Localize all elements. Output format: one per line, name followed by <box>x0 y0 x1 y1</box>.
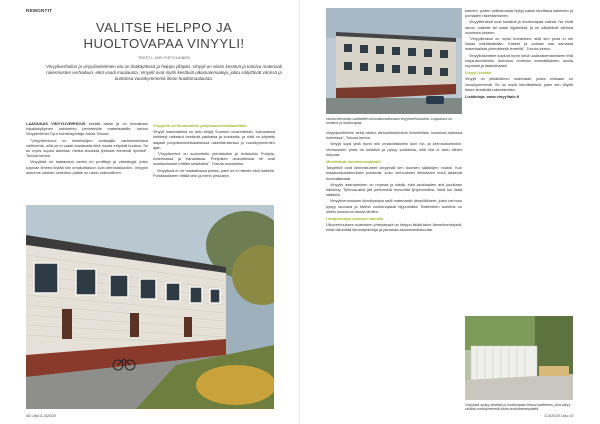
byline: TEKSTI: JARI PIETOLAINEN <box>138 56 190 60</box>
column-c-paragraph: vinyyliprofiileihin sekä niiden värivaihtoehtoihin kiinnitetään huomiota kaikissa kohteissa", Toivola kertoo. <box>326 130 462 141</box>
column-c-paragraph: Ulkoverhouksen uusimisen yhteydessä on helppo lisätä talon lämmöneristystä, mikä vähentää lämmityskuluja ja parantaa asumismukavuutta. <box>326 222 462 233</box>
column-d-paragraph: "Vinyyliterassi on myös turvallinen, sillä sen pinta ei ole liukas märkänäkään. Kaiteet ja portaat saa samasta materiaalista yhtenäisellä ilmeellä", Toivola kertoo. <box>465 36 573 52</box>
subheading: Lämpöeristys kuntoon samalla <box>326 216 384 222</box>
column-b-paragraph: Vinyyli materiaalina on tuttu tekijä Suomen olosuhteisiin. Kanadassa kehitetyt ratkaisut kestävät pakkasta ja kosteutta, ja niitä on käytetty laajasti pohjoisamerikkalaisessa rakentamisessa jo vuosikymmenten ajan. <box>153 129 275 150</box>
ingress: Vinyyliverhoilun ja vinyyliaskelmien etu on lisäkäytössä ja helppo ylläpito. Vinyyli on siistin kestävä ja toimiva materiaali rakennusten verhoiluun, eikä vaadi maalausta. Vinyylit ovat myös kestäviä ulkomateriaaleja, jotka säilyttävät värinsä ja kuntonsa vuosikymmeniä ilman huoltomaalausta. <box>46 64 282 82</box>
column-d-paragraph: Vinyylirakenteet sopivat hyvin sekä uudisrakentamiseen että korjauskohteisiin. Asennus onnistuu ammattilaisten avulla nopeasti ja laadukkaasti. <box>465 52 573 69</box>
section-tag: REMONTIT <box>26 8 53 13</box>
column-d <box>465 8 573 100</box>
caption-bottom: Vinyylistä syntyy kestävä ja huoltovapaa terassi kaiteineen, joka säilyy siistinä vuosikymmeniä ilman huoltotoimenpiteitä. <box>465 403 571 412</box>
column-c-paragraph: Taloyhtiöt ovat kiinnostuneet vinyylistä sen tuomien säästöjen vuoksi. Kun maalauskustannukset poistuvat, koko verhouksen elinkaaren kulut laskevat huomattavasti. <box>326 165 462 181</box>
caption-top: Vanha kerrostalo uudistettiin kokonaisuudessaan vinyyliverhouksella. Lopputulos on moderni ja huoltovapaa. <box>326 117 452 126</box>
column-a-lead <box>26 121 148 137</box>
rowhouse-illustration <box>26 205 274 409</box>
column-d-paragraph: Vinyyli on pitkäikäinen materiaali, jonka elinkaari on vuosikymmeniä. Se on myös kierrätettävä, joten sen käyttö tukee kestävää rakentamista. <box>465 76 573 92</box>
column-a-paragraph: "Vinyyliverhous on kiinteistöjen omistajille varteenotettava vaihtoehto, sillä se ei vaadi maalausta eikä muuta erityistä huoltoa. Se on myös nopea asentaa, minkä ansiosta työmaat etenevät ripeästi", Toivola kertoo. <box>26 137 148 159</box>
more-info-link[interactable]: Lisätietoja: www.vinyylitalo.fi <box>465 94 520 100</box>
subheading: Merkittävät kustannussäästöt <box>326 159 381 165</box>
column-b-paragraph: Vinyylissä ei ole maalattavaa pintaa, joten se ei hilseile eikä halkeile. Puhdistukseen riittää vesi ja mieto pesuaine. <box>153 167 276 178</box>
column-c <box>326 130 462 234</box>
column-b <box>153 121 275 179</box>
column-b-paragraph: "Vinyyliverhot on suunniteltu pientaloihin ja rivitaloihin Pohjois-Amerikassa ja Kanadassa. Pohjoisen olosuhteissa ne ovat osoittautuneet erittäin kestäviksi", Toivola muistuttaa. <box>153 151 275 167</box>
column-c-paragraph: Vinyyli sopii yhtä hyvin niin omakotitaloihin kuin rivi- ja kerrostaloihinkin. Verhouksen pinta on kestävä ja pysyy puhtaana, sillä lika ei tartu siihen helposti. <box>326 141 462 157</box>
column-d-paragraph: Vinyyliterassit ovat kestävä ja huoltovapaa valinta. Ne eivät lahoa, halkeile tai vaadi öljyämistä, ja ne säilyttävät värinsä vuodesta toiseen. <box>465 19 573 35</box>
headline-line2: HUOLTOVAPAA VINYYLI! <box>83 36 245 51</box>
headline-line1: VALITSE HELPPO JA <box>95 20 233 35</box>
terrace-illustration <box>465 316 573 400</box>
headline <box>40 20 288 52</box>
terrace-photo <box>465 316 573 400</box>
column-c-paragraph: Vinyyliverhouksen kiinnitystapa sallii materiaalin lämpöliikkeet, joten verhous pysyy suorana ja tiiviinä vuodenajasta riippumatta. Rakenteen tuuletus on otettu huomioon alusta lähtien. <box>326 198 462 214</box>
rowhouse-photo <box>26 205 274 409</box>
subheading: Vinyyli kestää <box>465 70 491 76</box>
lead-caps: LAADUKAS VINYYLIVERHOUS <box>26 121 86 126</box>
apartment-illustration <box>326 8 462 114</box>
subheading: Vinyylillä verhoustraditio pohjoisamerikkalaisittain <box>153 123 247 128</box>
column-c-paragraph: Vinyylin asentaminen on nopeaa ja siistiä, eikä asukkaiden arki juurikaan häiriinny. Työmaa-aika jää perinteistä remonttia lyhyemmäksi, mikä tuo lisää säästöä. <box>326 181 462 198</box>
column-a-paragraph: Vinyylistä on saatavana useita eri profiileja ja värisävyjä, joten sopivan ilmeen löytää niin omakotitaloon kuin kerrostaloonkin. Vinyylin asennus vanhan verhoilun päälle on usein mahdollinen. <box>26 159 148 175</box>
lead-rest: kestää aikaa ja on hinnaltaan kilpailukykyinen vaihtoehto perinteisille materiaaleille, kertoo Vinyylimiehet Oy:n toimitusjohtaja Jukka Toivola. <box>26 121 148 137</box>
column-a <box>26 121 148 176</box>
right-page <box>300 0 600 424</box>
apartment-block-photo <box>326 8 462 114</box>
folio-right: 3-4/2020 Liito 47 <box>544 413 574 418</box>
folio-left: 46 Liito 3-4/2020 <box>26 413 56 418</box>
column-d-paragraph: kannen, joiden valikoimasta löytyy kaikki tarvittava kaiteiden ja portaiden rakentamiseen. <box>465 8 573 19</box>
